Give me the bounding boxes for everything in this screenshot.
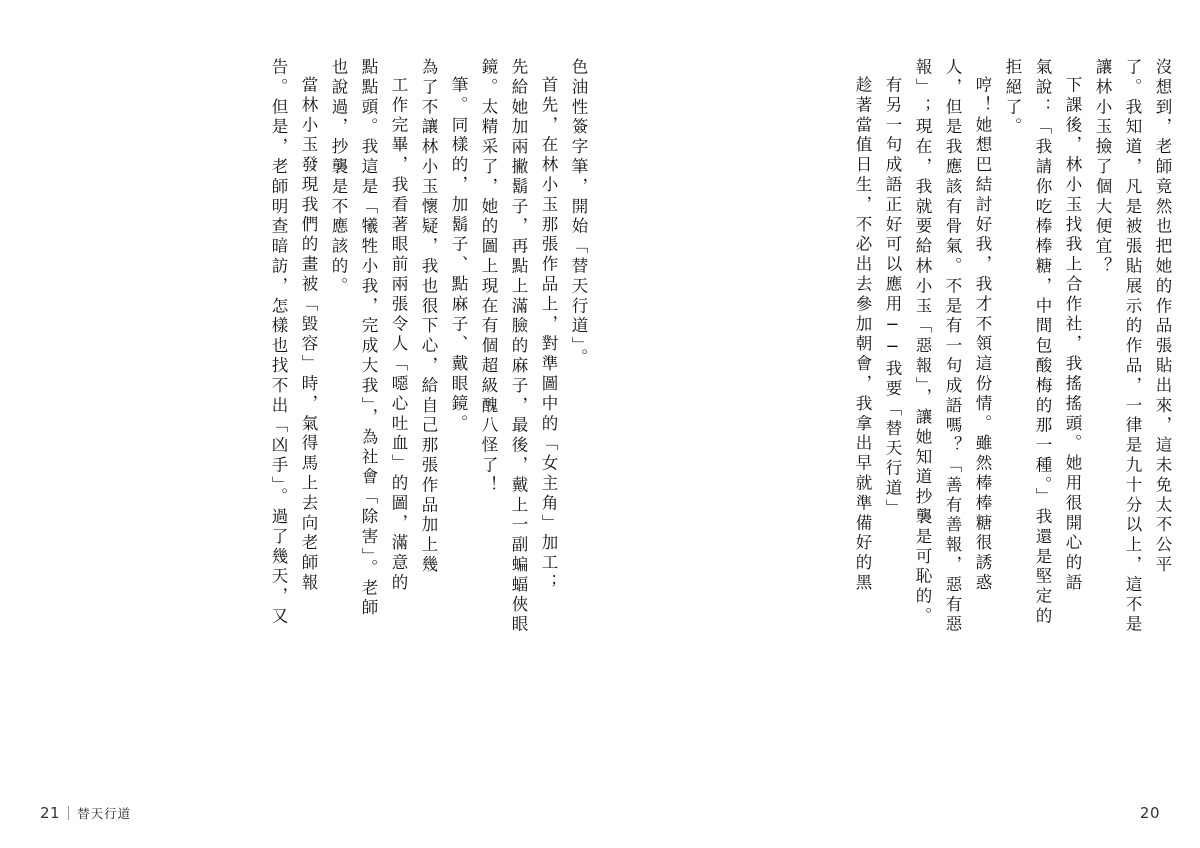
text-column: 有另一句成語正好可以應用──我要「替天行道」 — [883, 76, 902, 519]
right-page-text-columns — [640, 58, 1170, 758]
text-column: 先給她加兩撇鬍子，再點上滿臉的麻子，最後，戴上一副蝙蝠俠眼 — [509, 58, 528, 636]
book-page-right — [600, 0, 1200, 848]
footer-divider — [68, 806, 69, 820]
page-number-left: 21 — [40, 804, 61, 822]
text-column: 當林小玉發現我們的畫被「毀容」時，氣得馬上去向老師報 — [299, 76, 318, 594]
text-column: 告。但是，老師明查暗訪，怎樣也找不出「凶手」。過了幾天，又 — [269, 58, 288, 627]
text-column: 報」；現在，我就要給林小玉「惡報」，讓她知道抄襲是可恥的。 — [913, 58, 932, 627]
text-column: 氣說：「我請你吃棒棒糖，中間包酸梅的那一種。」我還是堅定的 — [1033, 58, 1052, 627]
text-column: 為了不讓林小玉懷疑，我也很下心，給自己那張作品加上幾 — [419, 58, 438, 576]
text-column: 拒絕了。 — [1003, 58, 1022, 138]
text-column: 也說過，抄襲是不應該的。 — [329, 58, 348, 297]
page-number-right: 20 — [1139, 804, 1160, 822]
text-column: 沒想到，老師竟然也把她的作品張貼出來，這未免太不公平 — [1153, 58, 1172, 576]
text-column: 了。我知道，凡是被張貼展示的作品，一律是九十分以上，這不是 — [1123, 58, 1142, 636]
text-column: 色油性簽字筆，開始「替天行道」。 — [569, 58, 588, 369]
text-column: 讓林小玉撿了個大便宜？ — [1093, 58, 1112, 277]
text-column: 趁著當值日生，不必出去參加朝會，我拿出早就準備好的黑 — [853, 76, 872, 594]
text-column: 鏡。太精采了，她的圖上現在有個超級醜八怪了！ — [479, 58, 498, 496]
text-column: 人，但是我應該有骨氣。不是有一句成語嗎？「善有善報，惡有惡 — [943, 58, 962, 636]
right-page-footer — [1140, 804, 1160, 822]
left-page-footer — [40, 804, 131, 822]
text-column: 下課後，林小玉找我上合作社，我搖搖頭。她用很開心的語 — [1063, 76, 1082, 594]
text-column: 點點頭。我這是「犧牲小我，完成大我」，為社會「除害」。老師 — [359, 58, 378, 619]
running-title-left: 替天行道 — [77, 806, 132, 821]
text-column: 工作完畢，我看著眼前兩張令人「噁心吐血」的圖，滿意的 — [389, 76, 408, 594]
left-page-text-columns — [52, 58, 586, 758]
text-column: 首先，在林小玉那張作品上，對準圖中的「女主角」加工； — [539, 76, 558, 594]
text-column: 哼！她想巴結討好我，我才不領這份情。雖然棒棒糖很誘惑 — [973, 76, 992, 594]
text-column: 筆。同樣的，加鬍子、點麻子、戴眼鏡。 — [449, 76, 468, 435]
